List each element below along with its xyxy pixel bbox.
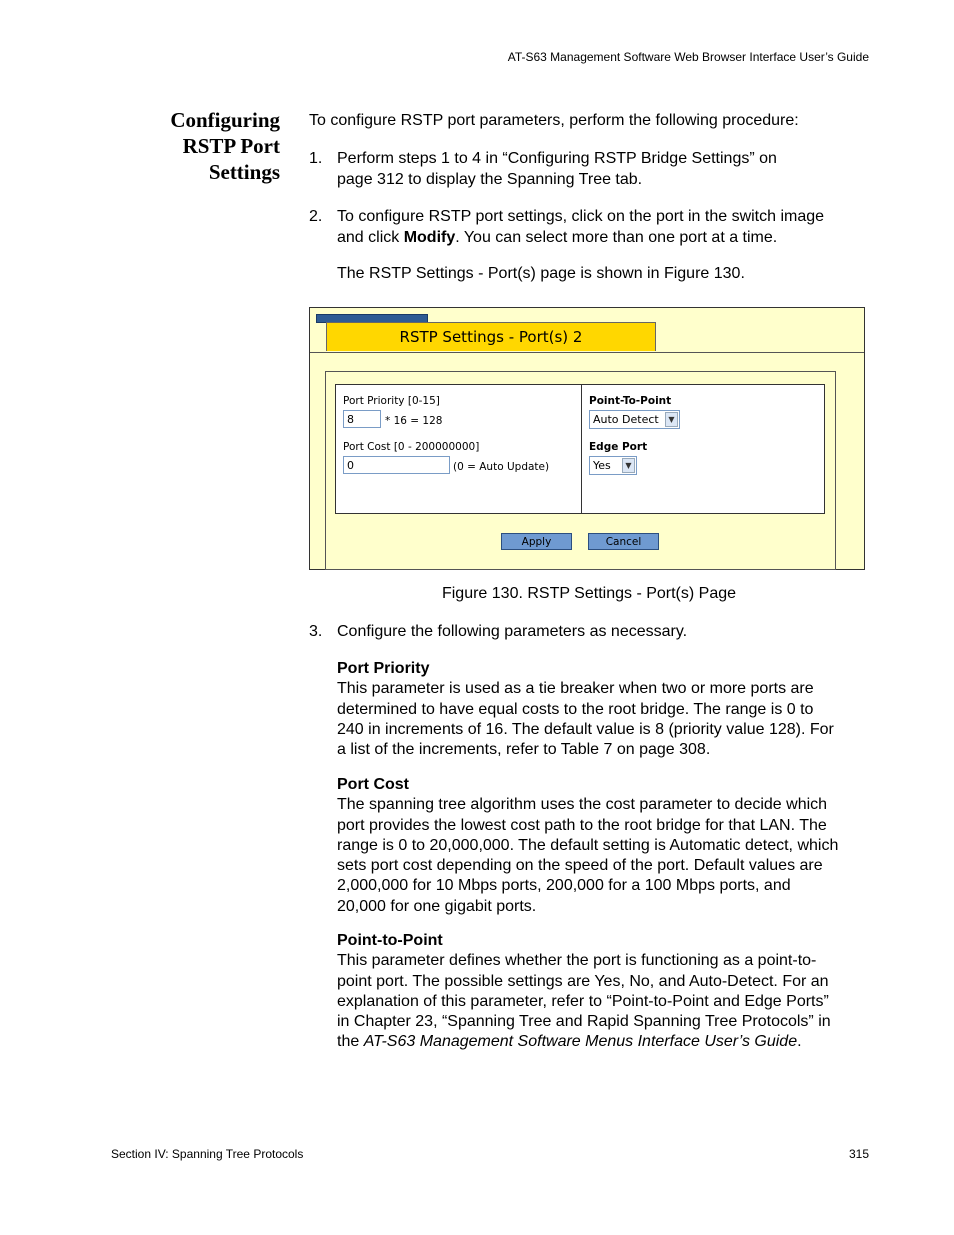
port-cost-label: Port Cost [0 - 200000000] <box>343 441 480 453</box>
section-heading <box>130 107 280 185</box>
section-heading-line: Configuring <box>170 108 280 132</box>
param-text-line: 240 in increments of 16. The default value is 8 (priority value 128). For <box>337 720 834 738</box>
section-heading-line: RSTP Port <box>182 134 280 158</box>
param-heading: Port Priority <box>337 660 430 677</box>
settings-form <box>335 384 825 514</box>
param-text-line: explanation of this parameter, refer to “Point-to-Point and Edge Ports” <box>337 992 829 1010</box>
param-text-line: sets port cost depending on the speed of the port. Default values are <box>337 857 823 875</box>
point-to-point-value: Auto Detect <box>593 413 659 426</box>
page-number: 315 <box>848 1147 869 1161</box>
param-port-priority <box>337 659 869 760</box>
param-text-line: point port. The possible settings are Yes, No, and Auto-Detect. For an <box>337 972 829 990</box>
rstp-settings-screenshot <box>309 307 865 570</box>
intro-paragraph: To configure RSTP port parameters, perform the following procedure: <box>309 112 799 129</box>
param-text-line: This parameter is used as a tie breaker when two or more ports are <box>337 680 814 698</box>
param-text-line: This parameter defines whether the port is functioning as a point-to- <box>337 952 817 970</box>
figure-caption: Figure 130. RSTP Settings - Port(s) Page <box>441 585 737 602</box>
param-text-line: in Chapter 23, “Spanning Tree and Rapid Spanning Tree Protocols” in <box>337 1013 831 1031</box>
param-text-line: determined to have equal costs to the root bridge. The range is 0 to <box>337 700 814 718</box>
point-to-point-select[interactable] <box>589 410 680 429</box>
param-point-to-point <box>337 931 869 1053</box>
column-divider <box>581 385 582 513</box>
param-text-line: a list of the increments, refer to Table 7 on page 308. <box>337 741 711 759</box>
port-cost-suffix: (0 = Auto Update) <box>453 461 550 473</box>
param-heading: Point-to-Point <box>337 932 443 949</box>
apply-button[interactable]: Apply <box>501 533 572 550</box>
edge-port-label: Edge Port <box>589 441 648 453</box>
section-heading-line: Settings <box>208 160 280 184</box>
tab-bar <box>310 308 864 353</box>
cancel-button[interactable]: Cancel <box>588 533 659 550</box>
step-number: 3. <box>309 623 323 640</box>
chevron-down-icon[interactable]: ▼ <box>622 458 635 473</box>
param-text-line: the AT-S63 Management Software Menus Interface User’s Guide. <box>337 1033 802 1051</box>
param-text-line: range is 0 to 20,000,000. The default setting is Automatic detect, which <box>337 836 839 854</box>
step-number: 1. <box>309 150 323 167</box>
step-number: 2. <box>309 208 323 225</box>
port-cost-input[interactable]: 0 <box>343 456 450 474</box>
footer-section: Section IV: Spanning Tree Protocols <box>111 1147 304 1161</box>
running-header: AT-S63 Management Software Web Browser Interface User’s Guide <box>507 50 869 64</box>
port-priority-input[interactable]: 8 <box>343 410 381 428</box>
guide-title-italic: AT-S63 Management Software Menus Interface User’s Guide <box>363 1033 798 1051</box>
param-text-line: port provides the lowest cost path to the root bridge for that LAN. The <box>337 816 827 834</box>
param-text-line: The spanning tree algorithm uses the cost parameter to decide which <box>337 796 828 814</box>
chevron-down-icon[interactable]: ▼ <box>665 412 678 427</box>
edge-port-value: Yes <box>593 459 611 472</box>
param-text-line: 2,000,000 for 10 Mbps ports, 200,000 for a 100 Mbps ports, and <box>337 877 791 895</box>
step-note: The RSTP Settings - Port(s) page is shown in Figure 130. <box>337 265 745 282</box>
step-text-line: and click Modify. You can select more than one port at a time. <box>337 228 778 246</box>
port-priority-label: Port Priority [0-15] <box>343 395 440 407</box>
param-heading: Port Cost <box>337 776 409 793</box>
param-port-cost <box>337 775 869 917</box>
step-text-line: Perform steps 1 to 4 in “Configuring RSTP Bridge Settings” on <box>337 150 777 167</box>
step-text-line: page 312 to display the Spanning Tree tab. <box>337 170 643 188</box>
tab-rstp-settings-ports[interactable]: RSTP Settings - Port(s) 2 <box>326 322 656 351</box>
step-text-line: To configure RSTP port settings, click on the port in the switch image <box>337 208 825 225</box>
modify-emphasis: Modify <box>403 228 456 246</box>
param-text-line: 20,000 for one gigabit ports. <box>337 897 537 915</box>
edge-port-select[interactable] <box>589 456 637 475</box>
point-to-point-label: Point-To-Point <box>589 395 672 407</box>
step-text-line: Configure the following parameters as necessary. <box>337 623 688 640</box>
port-priority-suffix: * 16 = 128 <box>385 415 443 427</box>
